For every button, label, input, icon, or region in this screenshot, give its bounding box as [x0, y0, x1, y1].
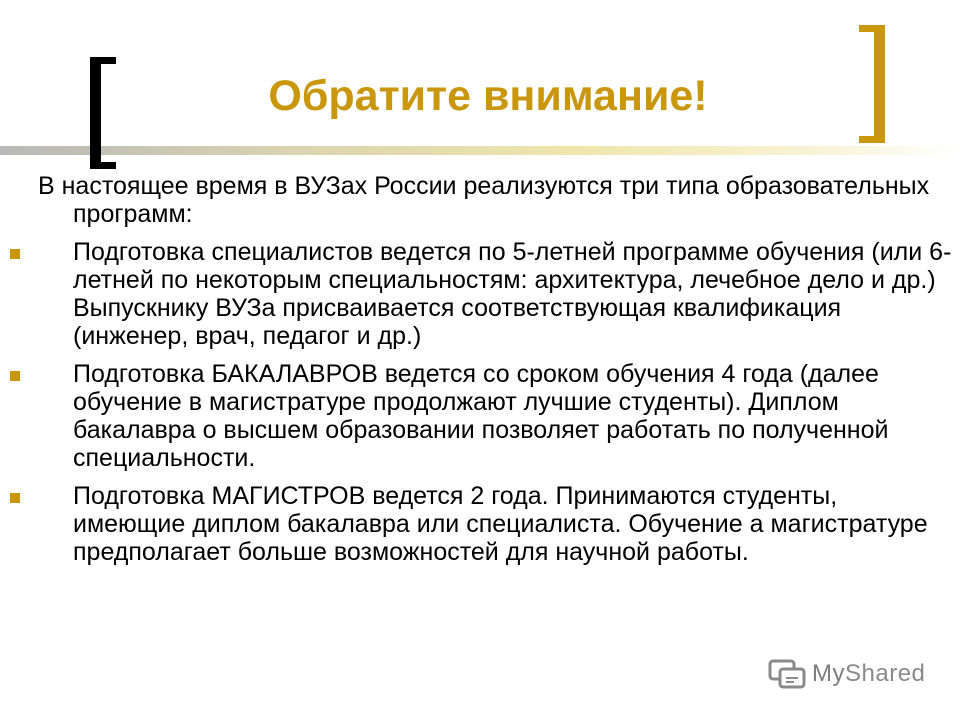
slide-title: Обратите внимание! — [268, 72, 708, 120]
watermark-text-prefix: My — [812, 660, 845, 687]
slide-body — [10, 172, 955, 576]
myshared-logo-icon — [768, 659, 806, 689]
intro-paragraph: В настоящее время в ВУЗах России реализуются три типа образовательных программ: — [38, 172, 930, 228]
bullet-text-bachelors: Подготовка БАКАЛАВРОВ ведется со сроком обучения 4 года (далее обучение в магистратуре продолжают лучшие студенты). Диплом бакалавра о высшем образовании позволяет работать по полученной специальности. — [73, 360, 889, 472]
bullet-item-masters — [10, 482, 955, 566]
bullet-item-specialists — [10, 238, 955, 350]
bullet-list — [10, 238, 955, 566]
bullet-item-bachelors — [10, 360, 955, 472]
right-bracket-decoration — [874, 25, 885, 143]
square-bullet-icon — [10, 249, 20, 259]
title-divider-line — [0, 146, 960, 155]
bullet-text-specialists: Подготовка специалистов ведется по 5-летней программе обучения (или 6-летней по некоторым специальностям: архитектура, лечебное дело и др.) Выпускнику ВУЗа присваивается соответствующая квалификация (инженер, врач, педагог и др.) — [73, 238, 952, 350]
square-bullet-icon — [10, 493, 20, 503]
left-bracket-decoration — [90, 57, 101, 169]
watermark-text-suffix: Shared — [845, 660, 926, 687]
watermark-text — [812, 660, 925, 688]
bullet-text-masters: Подготовка МАГИСТРОВ ведется 2 года. Принимаются студенты, имеющие диплом бакалавра или специалиста. Обучение а магистратуре предполагает больше возможностей для научной работы. — [73, 482, 928, 566]
myshared-watermark — [768, 657, 925, 691]
square-bullet-icon — [10, 371, 20, 381]
